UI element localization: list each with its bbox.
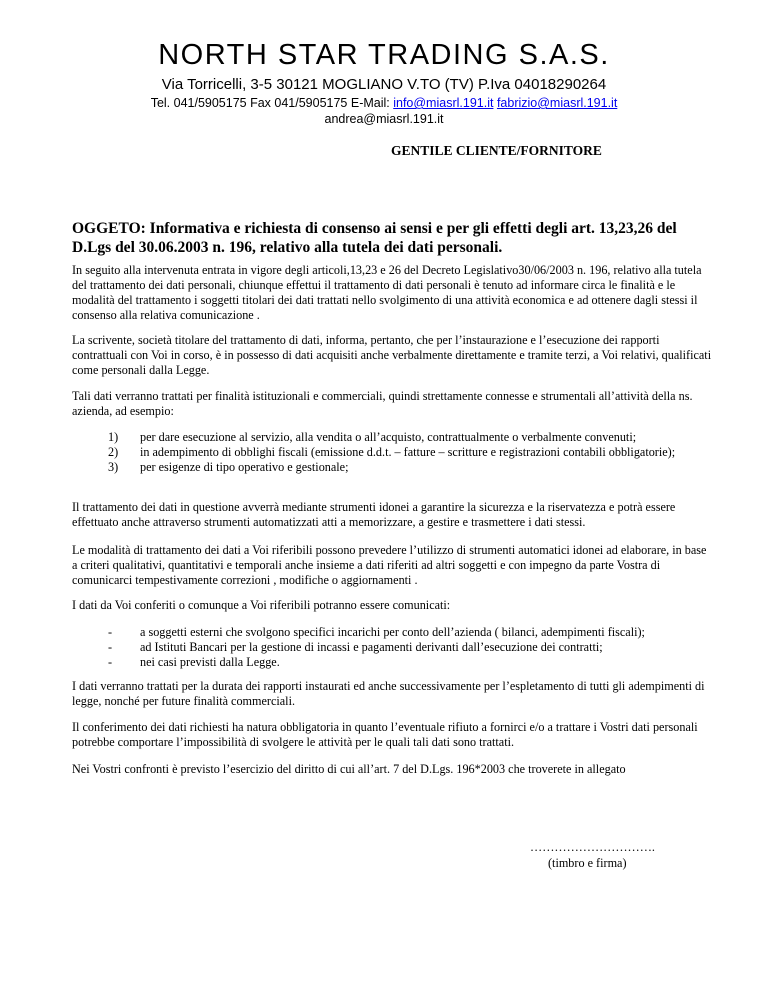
addressee-heading: GENTILE CLIENTE/FORNITORE bbox=[391, 143, 602, 158]
contacts-prefix: Tel. 041/5905175 Fax 041/5905175 E-Mail: bbox=[150, 96, 394, 110]
list-item bbox=[108, 445, 708, 460]
email-andrea: andrea@miasrl.191.it bbox=[324, 112, 444, 126]
list-number: 2) bbox=[108, 445, 119, 459]
list-item bbox=[108, 655, 708, 670]
recipients-list bbox=[108, 625, 708, 670]
list-item-text: a soggetti esterni che svolgono specifici incarichi per conto dell’azienda ( bilanci, adempimenti fiscali); bbox=[140, 625, 645, 639]
list-number: 1) bbox=[108, 430, 119, 444]
paragraph-intro: In seguito alla intervenuta entrata in vigore degli articoli,13,23 e 26 del Decreto Legislativo30/06/2003 n. 196, relativo alla tutela del trattamento dei dati personali, chiunque effettui il trattamento di dati personali è tenuto ad informare circa le finalità e le modalità del trattamento i soggetti titolari dei dati trattati nello svolgimento di una attività economica e ad ottenere dagli stessi il consenso alla relativa comunicazione . bbox=[72, 263, 702, 322]
list-item-text: ad Istituti Bancari per la gestione di incassi e pagamenti derivanti dall’esecuzione dei contratti; bbox=[140, 640, 603, 654]
email-link-info[interactable]: info@miasrl.191.it bbox=[393, 96, 494, 110]
paragraph-methods: Le modalità di trattamento dei dati a Voi riferibili possono prevedere l’utilizzo di strumenti automatici idonei ad elaborare, in base a criteri qualitativi, quantitativi e temporali anche insieme a dati riferiti ad altri soggetti e con impegno da parte Vostra di comunicarci tempestivamente correzioni , modifiche o aggiornamenti . bbox=[72, 543, 707, 587]
list-item-text: in adempimento di obblighi fiscali (emissione d.d.t. – fatture – scritture e registrazioni contabili obbligatorie); bbox=[140, 445, 676, 459]
company-contacts bbox=[0, 95, 768, 111]
list-item bbox=[108, 640, 708, 655]
company-name: NORTH STAR TRADING S.A.S. bbox=[158, 39, 610, 71]
list-item bbox=[108, 460, 708, 475]
list-dash: - bbox=[108, 625, 113, 639]
paragraph-communication: I dati da Voi conferiti o comunque a Voi riferibili potranno essere comunicati: bbox=[72, 598, 451, 612]
email-link-fabrizio[interactable]: fabrizio@miasrl.191.it bbox=[496, 96, 618, 110]
list-dash: - bbox=[108, 640, 113, 654]
paragraph-duration: I dati verranno trattati per la durata dei rapporti instaurati ed anche successivamente per l’espletamento di tutti gli adempimenti di legge, nonché per future finalità commerciali. bbox=[72, 679, 705, 708]
list-item-text: per esigenze di tipo operativo e gestionale; bbox=[140, 460, 349, 474]
list-number: 3) bbox=[108, 460, 119, 474]
list-item-text: nei casi previsti dalla Legge. bbox=[140, 655, 280, 669]
purposes-list bbox=[108, 430, 708, 475]
list-dash: - bbox=[108, 655, 113, 669]
list-item-text: per dare esecuzione al servizio, alla vendita o all’acquisto, contrattualmente o verbalmente convenuti; bbox=[140, 430, 637, 444]
subject-heading: OGGETO: Informativa e richiesta di consenso ai sensi e per gli effetti degli art. 13,23,26 del D.Lgs del 30.06.2003 n. 196, relativo alla tutela dei dati personali. bbox=[72, 220, 677, 256]
signature-label: (timbro e firma) bbox=[548, 856, 627, 870]
paragraph-purposes: Tali dati verranno trattati per finalità istituzionali e commerciali, quindi strettamente connesse e strumentali all’attività della ns. azienda, ad esempio: bbox=[72, 389, 693, 418]
paragraph-obligation: Il conferimento dei dati richiesti ha natura obbligatoria in quanto l’eventuale rifiuto a fornirci e/o a trattare i Vostri dati personali potrebbe comportare l’impossibilità di svolgere le attività per le quali tali dati sono trattati. bbox=[72, 720, 698, 749]
paragraph-security: Il trattamento dei dati in questione avverrà mediante strumenti idonei a garantire la sicurezza e la riservatezza e potrà essere effettuato anche attraverso strumenti automatizzati atti a memorizzare, a gestire e trasmettere i dati stessi. bbox=[72, 500, 676, 529]
list-item bbox=[108, 430, 708, 445]
paragraph-data-holder: La scrivente, società titolare del trattamento di dati, informa, pertanto, che per l’instaurazione e l’esecuzione dei rapporti contrattuali con Voi in corso, è in possesso di dati acquisiti anche verbalmente direttamente e tramite terzi, a Voi relativi, qualificati come personali dalla Legge. bbox=[72, 333, 712, 377]
signature-line: …………………………. bbox=[530, 840, 655, 854]
paragraph-rights: Nei Vostri confronti è previsto l’esercizio del diritto di cui all’art. 7 del D.Lgs. 196*2003 che troverete in allegato bbox=[72, 762, 626, 776]
list-item bbox=[108, 625, 708, 640]
company-address: Via Torricelli, 3-5 30121 MOGLIANO V.TO (TV) P.Iva 04018290264 bbox=[161, 76, 607, 93]
